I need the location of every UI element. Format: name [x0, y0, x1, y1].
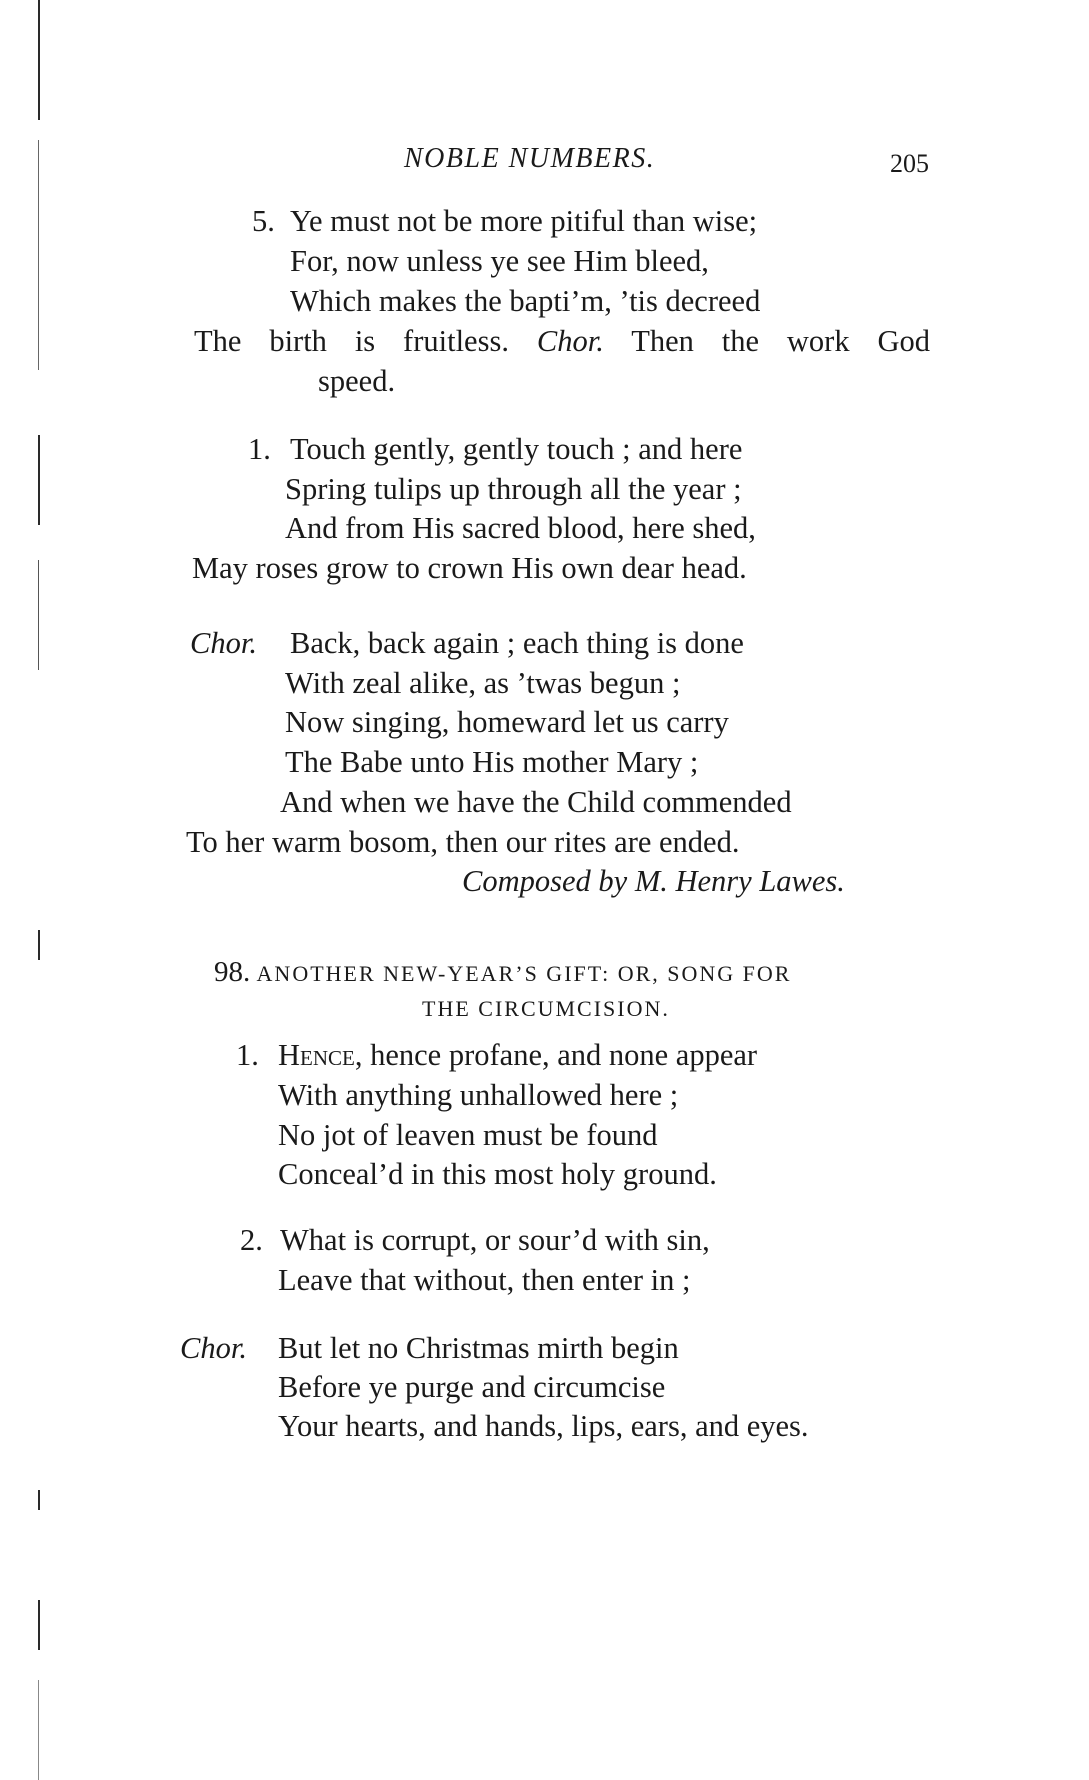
verse-line: Spring tulips up through all the year ; [285, 472, 742, 506]
chorus-label: Chor. [536, 324, 604, 358]
verse-line: Back, back again ; each thing is done [290, 626, 744, 660]
binding-edge-mark [38, 140, 39, 370]
stanza-number: 1. [236, 1038, 259, 1072]
binding-edge-mark [38, 1600, 40, 1650]
verse-line: With zeal alike, as ’twas begun ; [285, 666, 681, 700]
verse-text: hence profane, and none appear [370, 1038, 758, 1072]
stanza-number: 2. [240, 1223, 263, 1257]
verse-line: Your hearts, and hands, lips, ears, and eyes. [278, 1409, 809, 1443]
chorus-label: Chor. [180, 1331, 247, 1365]
verse-line: Before ye purge and circumcise [278, 1370, 666, 1404]
running-title: NOBLE NUMBERS. [404, 143, 656, 174]
drop-word: Hence, [278, 1038, 363, 1072]
verse-text: The birth is fruitless. [194, 324, 509, 358]
verse-line: The Babe unto His mother Mary ; [285, 745, 699, 779]
verse-line: speed. [318, 364, 396, 398]
verse-line: Conceal’d in this most holy ground. [278, 1157, 717, 1191]
stanza-number: 5. [252, 204, 275, 238]
composer-credit: Composed by M. Henry Lawes. [462, 864, 845, 898]
verse-line: Touch gently, gently touch ; and here [290, 432, 743, 466]
stanza-number: 1. [248, 432, 271, 466]
binding-edge-mark [38, 930, 40, 960]
verse-line: Leave that without, then enter in ; [278, 1263, 691, 1297]
poem-title-text: ANOTHER NEW-YEAR’S GIFT: OR, SONG FOR [256, 961, 792, 986]
verse-line: No jot of leaven must be found [278, 1118, 658, 1152]
verse-line [278, 1040, 757, 1071]
binding-edge-mark [38, 435, 40, 525]
verse-line: And from His sacred blood, here shed, [285, 511, 756, 545]
chorus-label: Chor. [190, 626, 257, 660]
binding-edge-mark [38, 0, 40, 120]
verse-line: What is corrupt, or sour’d with sin, [280, 1223, 710, 1257]
verse-text: Then the work God [631, 324, 931, 358]
verse-line: And when we have the Child commended [280, 785, 792, 819]
verse-line: May roses grow to crown His own dear head. [192, 551, 747, 585]
poem-title-line2: THE CIRCUMCISION. [422, 996, 670, 1021]
verse-line [194, 326, 930, 357]
page-number: 205 [890, 149, 929, 178]
poem-title [214, 956, 791, 989]
verse-line: Now singing, homeward let us carry [285, 705, 729, 739]
verse-line: But let no Christmas mirth begin [278, 1331, 679, 1365]
verse-line: With anything unhallowed here ; [278, 1078, 679, 1112]
binding-edge-mark [38, 560, 39, 670]
poem-number: 98. [214, 956, 251, 988]
verse-line: For, now unless ye see Him bleed, [290, 244, 709, 278]
binding-edge-mark [38, 1680, 39, 1780]
binding-edge-mark [38, 1490, 40, 1510]
verse-line: To her warm bosom, then our rites are ended. [186, 825, 740, 859]
verse-line: Which makes the bapti’m, ’tis decreed [290, 284, 761, 318]
verse-line: Ye must not be more pitiful than wise; [290, 204, 758, 238]
